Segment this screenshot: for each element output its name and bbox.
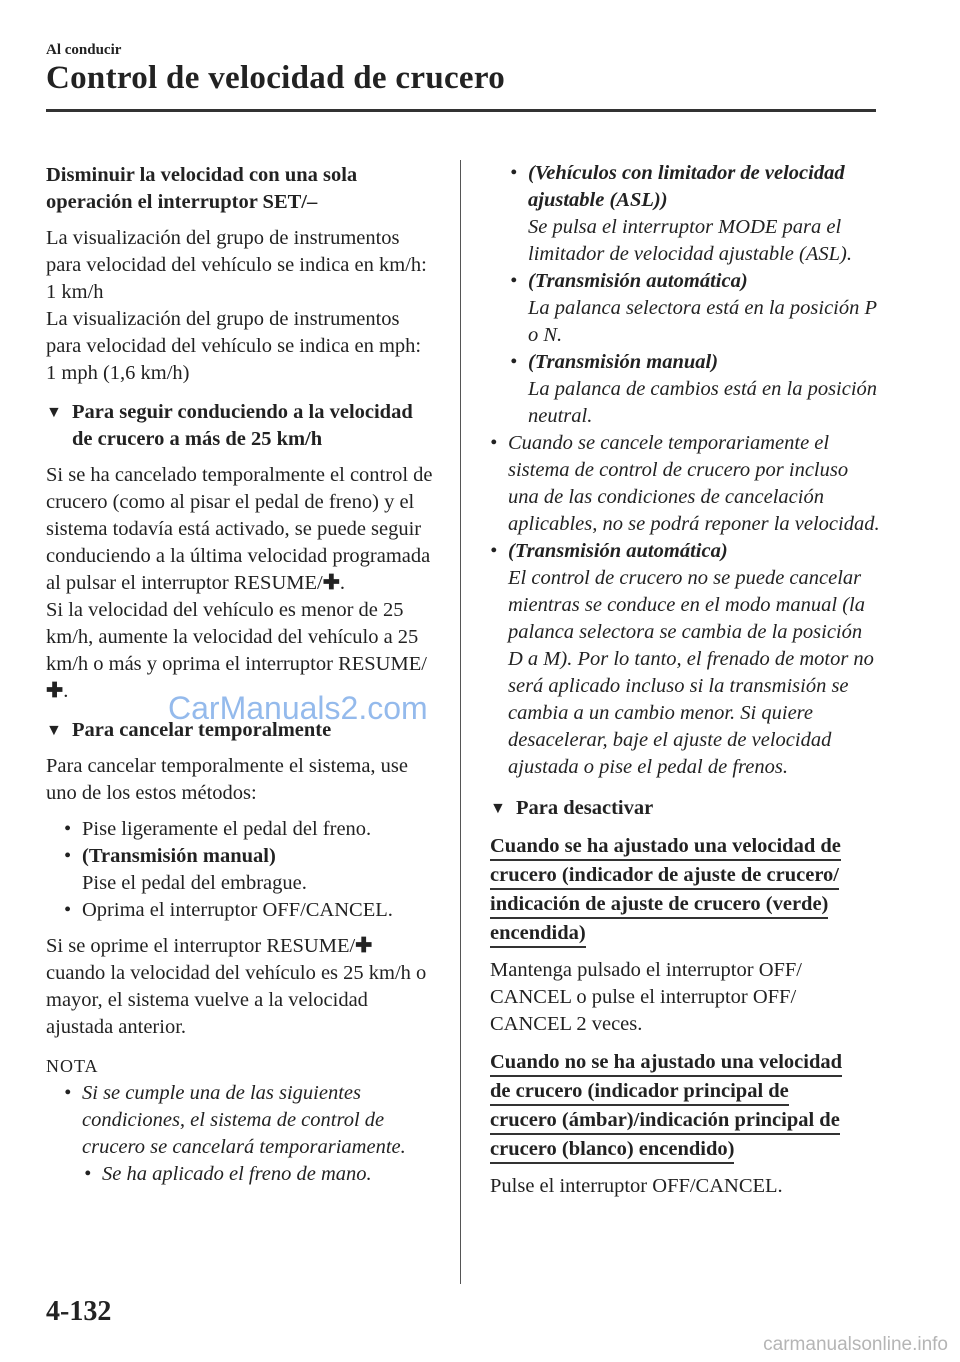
list-item: • (Transmisión automática) La palanca selectora está en la posición P o N. bbox=[510, 270, 877, 346]
header-section: Al conducir bbox=[46, 42, 122, 58]
subheading-deactivate: ▼ Para desactivar bbox=[490, 795, 880, 822]
para-resume-return: Si se oprime el interruptor RESUME/✚ cuando la velocidad del vehículo es 25 km/h o mayor, el sistema vuelve a la velocidad ajustada anterior. bbox=[46, 935, 427, 1038]
subheading-cancel-temp: ▼ Para cancelar temporalmente bbox=[46, 717, 436, 744]
list-item: • Pise ligeramente el pedal del freno. bbox=[64, 818, 372, 840]
left-column bbox=[46, 160, 436, 1188]
para-mph: La visualización del grupo de instrumentos para velocidad del vehículo se indica en mph: 1 mph (1,6 km/h) bbox=[46, 308, 422, 384]
triangle-icon: ▼ bbox=[46, 722, 62, 739]
nota-label: NOTA bbox=[46, 1056, 99, 1076]
footer-site-link[interactable]: carmanualsonline.info bbox=[763, 1334, 948, 1355]
para-cancel-methods: Para cancelar temporalmente el sistema, use uno de los estos métodos: bbox=[46, 755, 409, 804]
underlined-heading-set: Cuando se ha ajustado una velocidad de crucero (indicador de ajuste de crucero/ indicación de ajuste de crucero (verde) encendida) bbox=[490, 834, 880, 948]
plus-icon: ✚ bbox=[46, 680, 64, 702]
underlined-heading-not-set: Cuando no se ha ajustado una velocidad de crucero (indicador principal de crucero (ámbar)/indicación principal de crucero (blanco) encendido) bbox=[490, 1050, 880, 1164]
list-item: • Si se cumple una de las siguientes condiciones, el sistema de control de crucero se cancelará temporariamente. bbox=[64, 1082, 406, 1158]
heading-set-minus: Disminuir la velocidad con una sola operación el interruptor SET/– bbox=[46, 164, 358, 213]
page-number: 4-132 bbox=[46, 1296, 112, 1327]
list-item: • (Transmisión automática) El control de crucero no se puede cancelar mientras se conduce en el modo manual (la palanca selectora se cambia de la posición D a M). Por lo tanto, el frenado de motor no será aplicado incluso si la transmisión se cambia a un cambio menor. Si quiere desacelerar, baje el ajuste de velocidad ajustada o pise el pedal de frenos. bbox=[490, 540, 874, 778]
page-title: Control de velocidad de crucero bbox=[46, 60, 506, 96]
header-rule bbox=[46, 109, 876, 112]
para-press-off: Pulse el interruptor OFF/CANCEL. bbox=[490, 1175, 783, 1197]
list-item: • Oprima el interruptor OFF/CANCEL. bbox=[64, 899, 393, 921]
triangle-icon: ▼ bbox=[46, 404, 62, 421]
triangle-icon: ▼ bbox=[490, 800, 506, 817]
plus-icon: ✚ bbox=[322, 572, 340, 594]
para-kmh: La visualización del grupo de instrumentos para velocidad del vehículo se indica en km/h: 1 km/h bbox=[46, 227, 427, 303]
right-column bbox=[490, 160, 880, 1200]
watermark: CarManuals2.com bbox=[168, 690, 428, 726]
list-item: • (Transmisión manual) La palanca de cambios está en la posición neutral. bbox=[510, 351, 878, 427]
column-divider bbox=[460, 160, 461, 1284]
list-item: • (Transmisión manual) Pise el pedal del embrague. bbox=[64, 845, 307, 894]
list-item: • Cuando se cancele temporariamente el sistema de control de crucero por incluso una de las condiciones de cancelación aplicables, no se podrá reponer la velocidad. bbox=[490, 432, 880, 535]
subheading-resume: ▼ Para seguir conduciendo a la velocidad de crucero a más de 25 km/h bbox=[46, 399, 436, 453]
list-item: • Se ha aplicado el freno de mano. bbox=[84, 1163, 372, 1185]
para-hold-off: Mantenga pulsado el interruptor OFF/ CANCEL o pulse el interruptor OFF/ CANCEL 2 veces. bbox=[490, 959, 803, 1035]
para-resume: Si se ha cancelado temporalmente el control de crucero (como al pisar el pedal de freno) y el sistema todavía está activado, se puede seguir conduciendo a la última velocidad programada al pulsar el interruptor RESUME/✚. bbox=[46, 464, 433, 594]
plus-icon: ✚ bbox=[355, 935, 373, 957]
para-resume-low-speed: Si la velocidad del vehículo es menor de 25 km/h, aumente la velocidad del vehículo a 25 km/h o más y oprima el interruptor RESUME/✚. bbox=[46, 599, 427, 702]
list-item: • (Vehículos con limitador de velocidad ajustable (ASL)) Se pulsa el interruptor MODE para el limitador de velocidad ajustable (ASL). bbox=[510, 162, 852, 265]
